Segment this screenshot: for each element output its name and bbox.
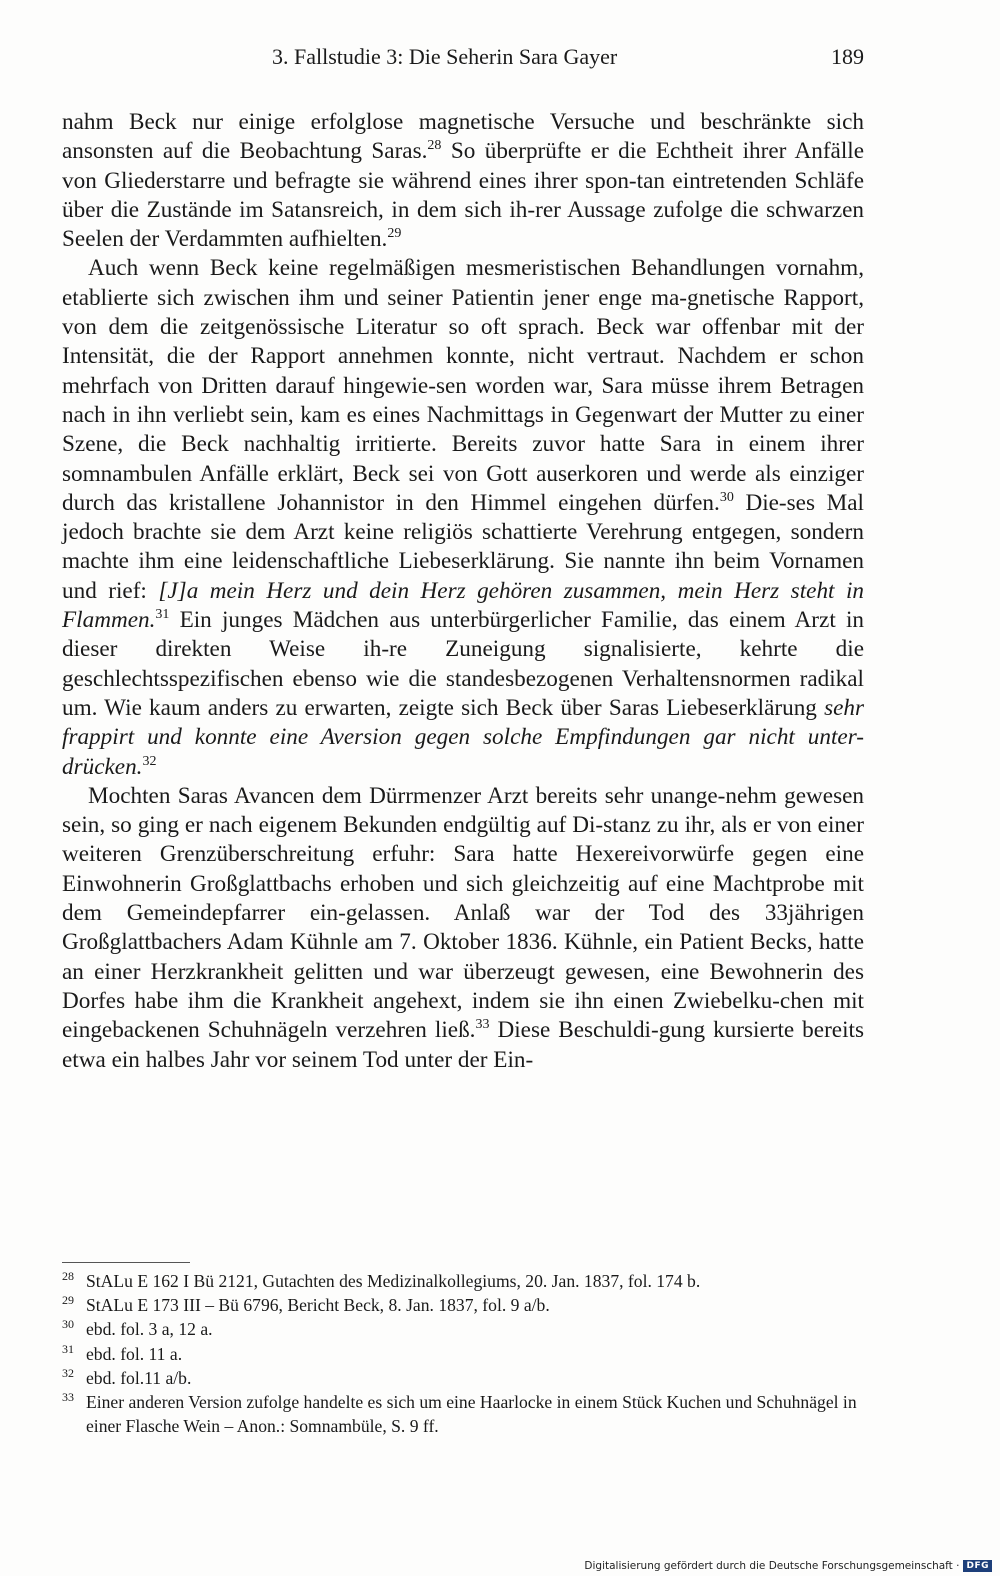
paragraph: [62, 108, 864, 254]
footnote: [62, 1390, 864, 1438]
text-run: Diese Beschuldi-gung kursierte bereits etwa ein halbes Jahr vor seinem Tod unter der Ein-: [62, 1017, 864, 1073]
text-run: Ein junges Mädchen aus unterbürgerlicher Familie, das einem Arzt in dieser direkten Weise ih-re Zuneigung signalisierte, kehrte die geschlechtsspezifischen ebenso wie die standesbezogenen Verhaltensnormen radikal um. Wie kaum anders zu erwarten, zeigte sich Beck über Saras Liebeserklärung: [62, 607, 864, 721]
footnotes: [62, 1269, 864, 1438]
footnote-ref: 30: [719, 489, 734, 505]
footnote-number: 33: [62, 1390, 74, 1405]
text-run: Mochten Saras Avancen dem Dürrmenzer Arzt bereits sehr unange-nehm gewesen sein, so ging er nach eigenem Bekunden endgültig auf Di-stanz zu ihr, als er von einer weiteren Grenzüberschreitung erfuhr: Sara hatte Hexereivorwürfe gegen eine Einwohnerin Großglattbachs erhoben und sich gleichzeitig auf eine Machtprobe mit dem Gemeindepfarrer ein-gelassen. Anlaß war der Tod des 33jährigen Großglattbachers Adam Kühnle am 7. Oktober 1836. Kühnle, ein Patient Becks, hatte an einer Herzkrankheit gelitten und war überzeugt gewesen, eine Bewohnerin des Dorfes habe ihm die Krankheit angehext, indem sie ihn einen Zwiebelku-chen mit eingebackenen Schuhnägeln verzehren ließ.: [62, 782, 864, 1044]
footnote: [62, 1342, 864, 1366]
footnote-divider: [62, 1262, 190, 1263]
italic-quote: [J]a mein Herz und dein Herz gehören zusammen, mein Herz steht in Flammen.: [62, 577, 864, 634]
italic-quote: sehr frappirt und konnte eine Aversion gegen solche Empfindungen gar nicht unter-drücken.: [62, 694, 864, 780]
footnote: [62, 1269, 864, 1293]
footnote-ref: 29: [387, 226, 402, 242]
text-run: Die-ses Mal jedoch brachte sie dem Arzt keine religiös schattierte Verehrung entgegen, sondern machte ihm eine leidenschaftliche Liebeserklärung. Sie nannte ihn beim Vornamen und rief:: [62, 489, 864, 604]
footnote: [62, 1366, 864, 1390]
paragraph: [62, 782, 864, 1075]
footnote-number: 30: [62, 1317, 74, 1332]
footnote-number: 28: [62, 1269, 74, 1283]
footnote-text: ebd. fol. 11 a.: [86, 1343, 183, 1364]
running-head: [62, 42, 864, 72]
footnote-text: StALu E 173 III – Bü 6796, Bericht Beck, 8. Jan. 1837, fol. 9 a/b.: [86, 1295, 550, 1316]
footnote-number: 31: [62, 1341, 74, 1356]
page-number: 189: [831, 44, 864, 69]
footnote: [62, 1293, 864, 1317]
footnote-ref: 28: [427, 138, 442, 154]
text-run: Auch wenn Beck keine regelmäßigen mesmeristischen Behandlungen vornahm, etablierte sich zwischen ihm und seiner Patientin jener enge ma-gnetische Rapport, von dem die zeitgenössische Literatur so oft sprach. Beck war offenbar mit der Intensität, die der Rapport annehmen konnte, nicht vertraut. Nachdem er schon mehrfach von Dritten darauf hingewie-sen worden war, Sara müsse ihrem Betragen nach in ihn verliebt sein, kam es eines Nachmittags in Gegenwart der Mutter zu einer Szene, die Beck nachhaltig irritierte. Bereits zuvor hatte Sara in einem ihrer somnambulen Anfälle erklärt, Beck sei von Gott auserkoren und werde als einziger durch das kristallene Johannistor in den Himmel eingehen dürfen.: [62, 255, 864, 516]
footnote-text: Einer anderen Version zufolge handelte es sich um eine Haarlocke in einem Stück Kuchen und Schuhnägel in einer Flasche Wein – Anon.: Somnambüle, S. 9 ff.: [86, 1392, 857, 1437]
dfg-logo: DFG: [963, 1560, 992, 1572]
running-title: 3. Fallstudie 3: Die Seherin Sara Gayer: [272, 44, 618, 69]
credit-text: Digitalisierung gefördert durch die Deutsche Forschungsgemeinschaft ·: [584, 1560, 960, 1572]
digitization-credit: [584, 1560, 992, 1572]
footnote-number: 32: [62, 1365, 74, 1380]
footnote-ref: 33: [475, 1017, 490, 1033]
footnote-text: StALu E 162 I Bü 2121, Gutachten des Medizinalkollegiums, 20. Jan. 1837, fol. 174 b.: [86, 1271, 701, 1291]
footnote-ref: 31: [155, 607, 170, 623]
footnote-text: ebd. fol.11 a/b.: [86, 1367, 192, 1388]
text-run: So überprüfte er die Echtheit ihrer Anfälle von Gliederstarre und befragte sie während eines ihrer spon-tan eintretenden Schläfe über die Zustände im Satansreich, in dem sich ih-rer Aussage zufolge die schwarzen Seelen der Verdammten aufhielten.: [62, 138, 865, 253]
footnote: [62, 1317, 864, 1341]
footnote-text: ebd. fol. 3 a, 12 a.: [86, 1319, 213, 1340]
main-text: [62, 108, 864, 1075]
text-run: nahm Beck nur einige erfolglose magnetische Versuche und beschränkte sich ansonsten auf die Beobachtung Saras.: [62, 109, 864, 165]
paragraph: [62, 254, 864, 781]
footnote-number: 29: [62, 1293, 74, 1308]
footnote-ref: 32: [142, 753, 157, 769]
